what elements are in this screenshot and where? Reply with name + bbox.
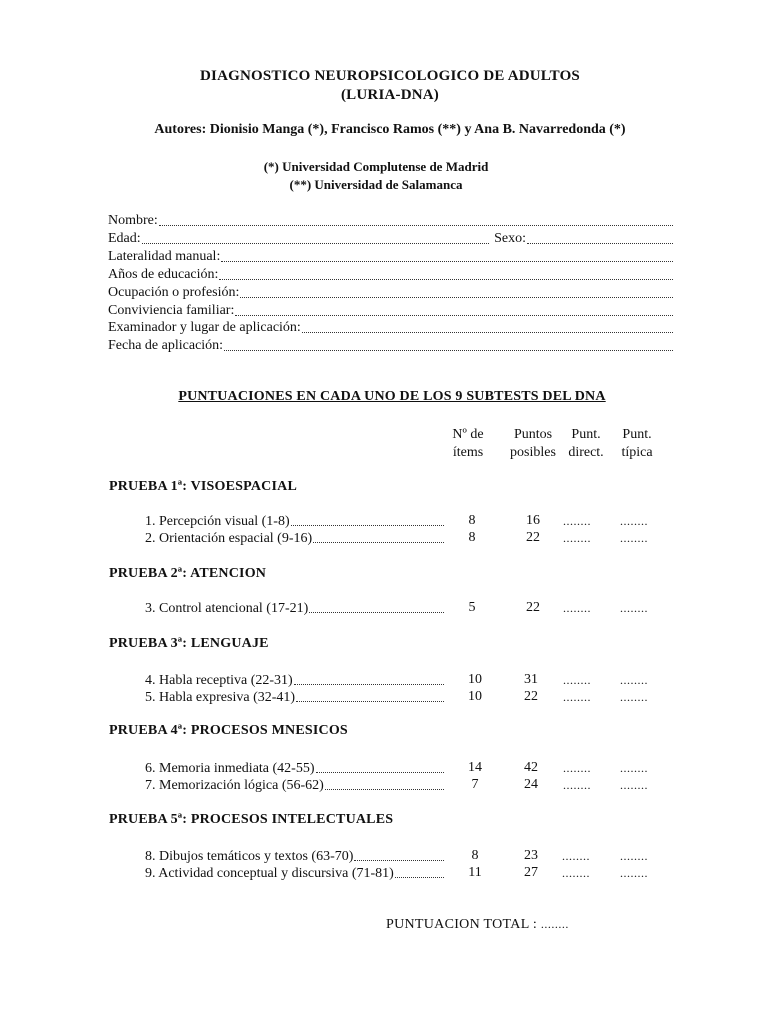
field-label: Ocupación o profesión: <box>108 285 240 300</box>
field-edad-sexo[interactable] <box>108 231 674 247</box>
subtest-n-items: 8 <box>471 848 479 863</box>
subtest-row <box>145 513 445 530</box>
prueba-1-title: PRUEBA 1ª: VISOESPACIAL <box>109 479 297 494</box>
punt-tipica-blank[interactable]: ........ <box>620 531 648 545</box>
subtest-label: 7. Memorización lógica (56-62) <box>145 778 324 793</box>
punt-directa-blank[interactable]: ........ <box>562 849 590 863</box>
subtest-n-items: 7 <box>471 777 479 792</box>
field-nombre[interactable] <box>108 213 674 229</box>
column-header-puntos-posibles <box>503 426 563 462</box>
field-examinador[interactable] <box>108 320 674 336</box>
punt-tipica-blank[interactable]: ........ <box>620 849 648 863</box>
total-score-line <box>386 917 569 933</box>
field-label: Nombre: <box>108 213 158 228</box>
prueba-3-title: PRUEBA 3ª: LENGUAJE <box>109 636 269 651</box>
subtest-label: 1. Percepción visual (1-8) <box>145 514 290 529</box>
column-header-n-items <box>444 426 492 462</box>
leader-dots <box>325 777 444 790</box>
punt-directa-blank[interactable]: ........ <box>563 601 591 615</box>
column-header-text: posibles <box>510 445 556 460</box>
subtest-row <box>145 760 445 777</box>
subtest-n-items: 8 <box>468 513 476 528</box>
subtest-puntos-posibles: 22 <box>526 600 540 615</box>
affiliation-complutense: (*) Universidad Complutense de Madrid <box>263 159 489 174</box>
punt-tipica-blank[interactable]: ........ <box>620 761 648 775</box>
leader-dots <box>316 760 444 773</box>
field-label: Edad: <box>108 231 141 246</box>
prueba-5-title: PRUEBA 5ª: PROCESOS INTELECTUALES <box>109 812 394 827</box>
document-subtitle: (LURIA-DNA) <box>340 87 440 103</box>
subtest-n-items: 5 <box>468 600 476 615</box>
subtest-label: 5. Habla expresiva (32-41) <box>145 690 296 705</box>
subtest-label: 3. Control atencional (17-21) <box>145 601 309 616</box>
subtest-puntos-posibles: 22 <box>524 689 538 704</box>
punt-tipica-blank[interactable]: ........ <box>620 778 648 792</box>
subtest-row <box>145 848 445 865</box>
subtest-row <box>145 777 445 794</box>
punt-tipica-blank[interactable]: ........ <box>620 866 648 880</box>
fill-line <box>221 249 673 262</box>
column-header-punt-directa <box>561 426 611 462</box>
subtest-label: 2. Orientación espacial (9-16) <box>145 531 313 546</box>
subtest-label: 4. Habla receptiva (22-31) <box>145 673 293 688</box>
punt-directa-blank[interactable]: ........ <box>563 514 591 528</box>
subtest-n-items: 10 <box>468 672 482 687</box>
authors-line: Autores: Dionisio Manga (*), Francisco Ramos (**) y Ana B. Navarredonda (*) <box>154 122 626 137</box>
leader-dots <box>395 865 444 878</box>
prueba-4-title: PRUEBA 4ª: PROCESOS MNESICOS <box>109 723 348 738</box>
leader-dots <box>296 689 444 702</box>
field-ocupacion[interactable] <box>108 285 674 301</box>
punt-directa-blank[interactable]: ........ <box>563 690 591 704</box>
subtest-puntos-posibles: 16 <box>526 513 540 528</box>
column-header-text: Nº de <box>452 427 484 442</box>
punt-directa-blank[interactable]: ........ <box>563 761 591 775</box>
affiliation-salamanca: (**) Universidad de Salamanca <box>289 177 463 192</box>
leader-dots <box>291 513 444 526</box>
leader-dots <box>294 672 444 685</box>
total-score-blank[interactable]: ........ <box>540 917 569 931</box>
field-fecha[interactable] <box>108 338 674 354</box>
subtest-row <box>145 600 445 617</box>
subtest-label: 9. Actividad conceptual y discursiva (71-81) <box>145 866 394 881</box>
field-label: Conviviencia familiar: <box>108 303 235 318</box>
subtest-puntos-posibles: 42 <box>524 760 538 775</box>
subtest-puntos-posibles: 24 <box>524 777 538 792</box>
leader-dots <box>313 530 444 543</box>
field-convivencia[interactable] <box>108 303 674 319</box>
subtest-row <box>145 865 445 882</box>
prueba-2-title: PRUEBA 2ª: ATENCION <box>109 566 267 581</box>
column-header-text: ítems <box>452 445 484 460</box>
subtest-n-items: 8 <box>468 530 476 545</box>
subtest-puntos-posibles: 23 <box>524 848 538 863</box>
subtest-puntos-posibles: 22 <box>526 530 540 545</box>
subtest-n-items: 10 <box>468 689 482 704</box>
punt-tipica-blank[interactable]: ........ <box>620 673 648 687</box>
punt-tipica-blank[interactable]: ........ <box>620 690 648 704</box>
subtest-row <box>145 672 445 689</box>
subtest-n-items: 14 <box>468 760 482 775</box>
subtest-row <box>145 530 445 547</box>
column-header-punt-tipica <box>614 426 660 462</box>
subtest-puntos-posibles: 31 <box>524 672 538 687</box>
fill-line <box>224 338 673 351</box>
leader-dots <box>354 848 444 861</box>
subtest-n-items: 11 <box>468 865 482 880</box>
punt-directa-blank[interactable]: ........ <box>563 778 591 792</box>
fill-line <box>235 303 673 316</box>
field-label: Examinador y lugar de aplicación: <box>108 320 301 335</box>
subtest-puntos-posibles: 27 <box>524 865 538 880</box>
column-header-text: típica <box>621 445 653 460</box>
field-anos-educacion[interactable] <box>108 267 674 283</box>
punt-tipica-blank[interactable]: ........ <box>620 514 648 528</box>
document-title: DIAGNOSTICO NEUROPSICOLOGICO DE ADULTOS <box>200 68 580 84</box>
punt-directa-blank[interactable]: ........ <box>563 531 591 545</box>
subtest-label: 8. Dibujos temáticos y textos (63-70) <box>145 849 354 864</box>
field-label: Lateralidad manual: <box>108 249 221 264</box>
fill-line <box>240 285 673 298</box>
total-score-label: PUNTUACION TOTAL : <box>386 917 538 932</box>
scores-section-title: PUNTUACIONES EN CADA UNO DE LOS 9 SUBTESTS DEL DNA <box>178 389 606 404</box>
column-header-text: Punt. <box>571 427 601 442</box>
field-label: Fecha de aplicación: <box>108 338 224 353</box>
field-label-sexo: Sexo: <box>494 231 526 246</box>
fill-line <box>219 267 673 280</box>
subtest-row <box>145 689 445 706</box>
column-header-text: Punt. <box>622 427 652 442</box>
leader-dots <box>309 600 444 613</box>
column-header-text: direct. <box>568 445 604 460</box>
column-header-text: Puntos <box>513 427 553 442</box>
fill-line <box>527 231 673 244</box>
fill-line <box>142 231 489 244</box>
subtest-label: 6. Memoria inmediata (42-55) <box>145 761 315 776</box>
field-lateralidad[interactable] <box>108 249 674 265</box>
fill-line <box>302 320 673 333</box>
punt-directa-blank[interactable]: ........ <box>563 673 591 687</box>
punt-tipica-blank[interactable]: ........ <box>620 601 648 615</box>
field-label: Años de educación: <box>108 267 219 282</box>
fill-line <box>159 213 673 226</box>
punt-directa-blank[interactable]: ........ <box>562 866 590 880</box>
